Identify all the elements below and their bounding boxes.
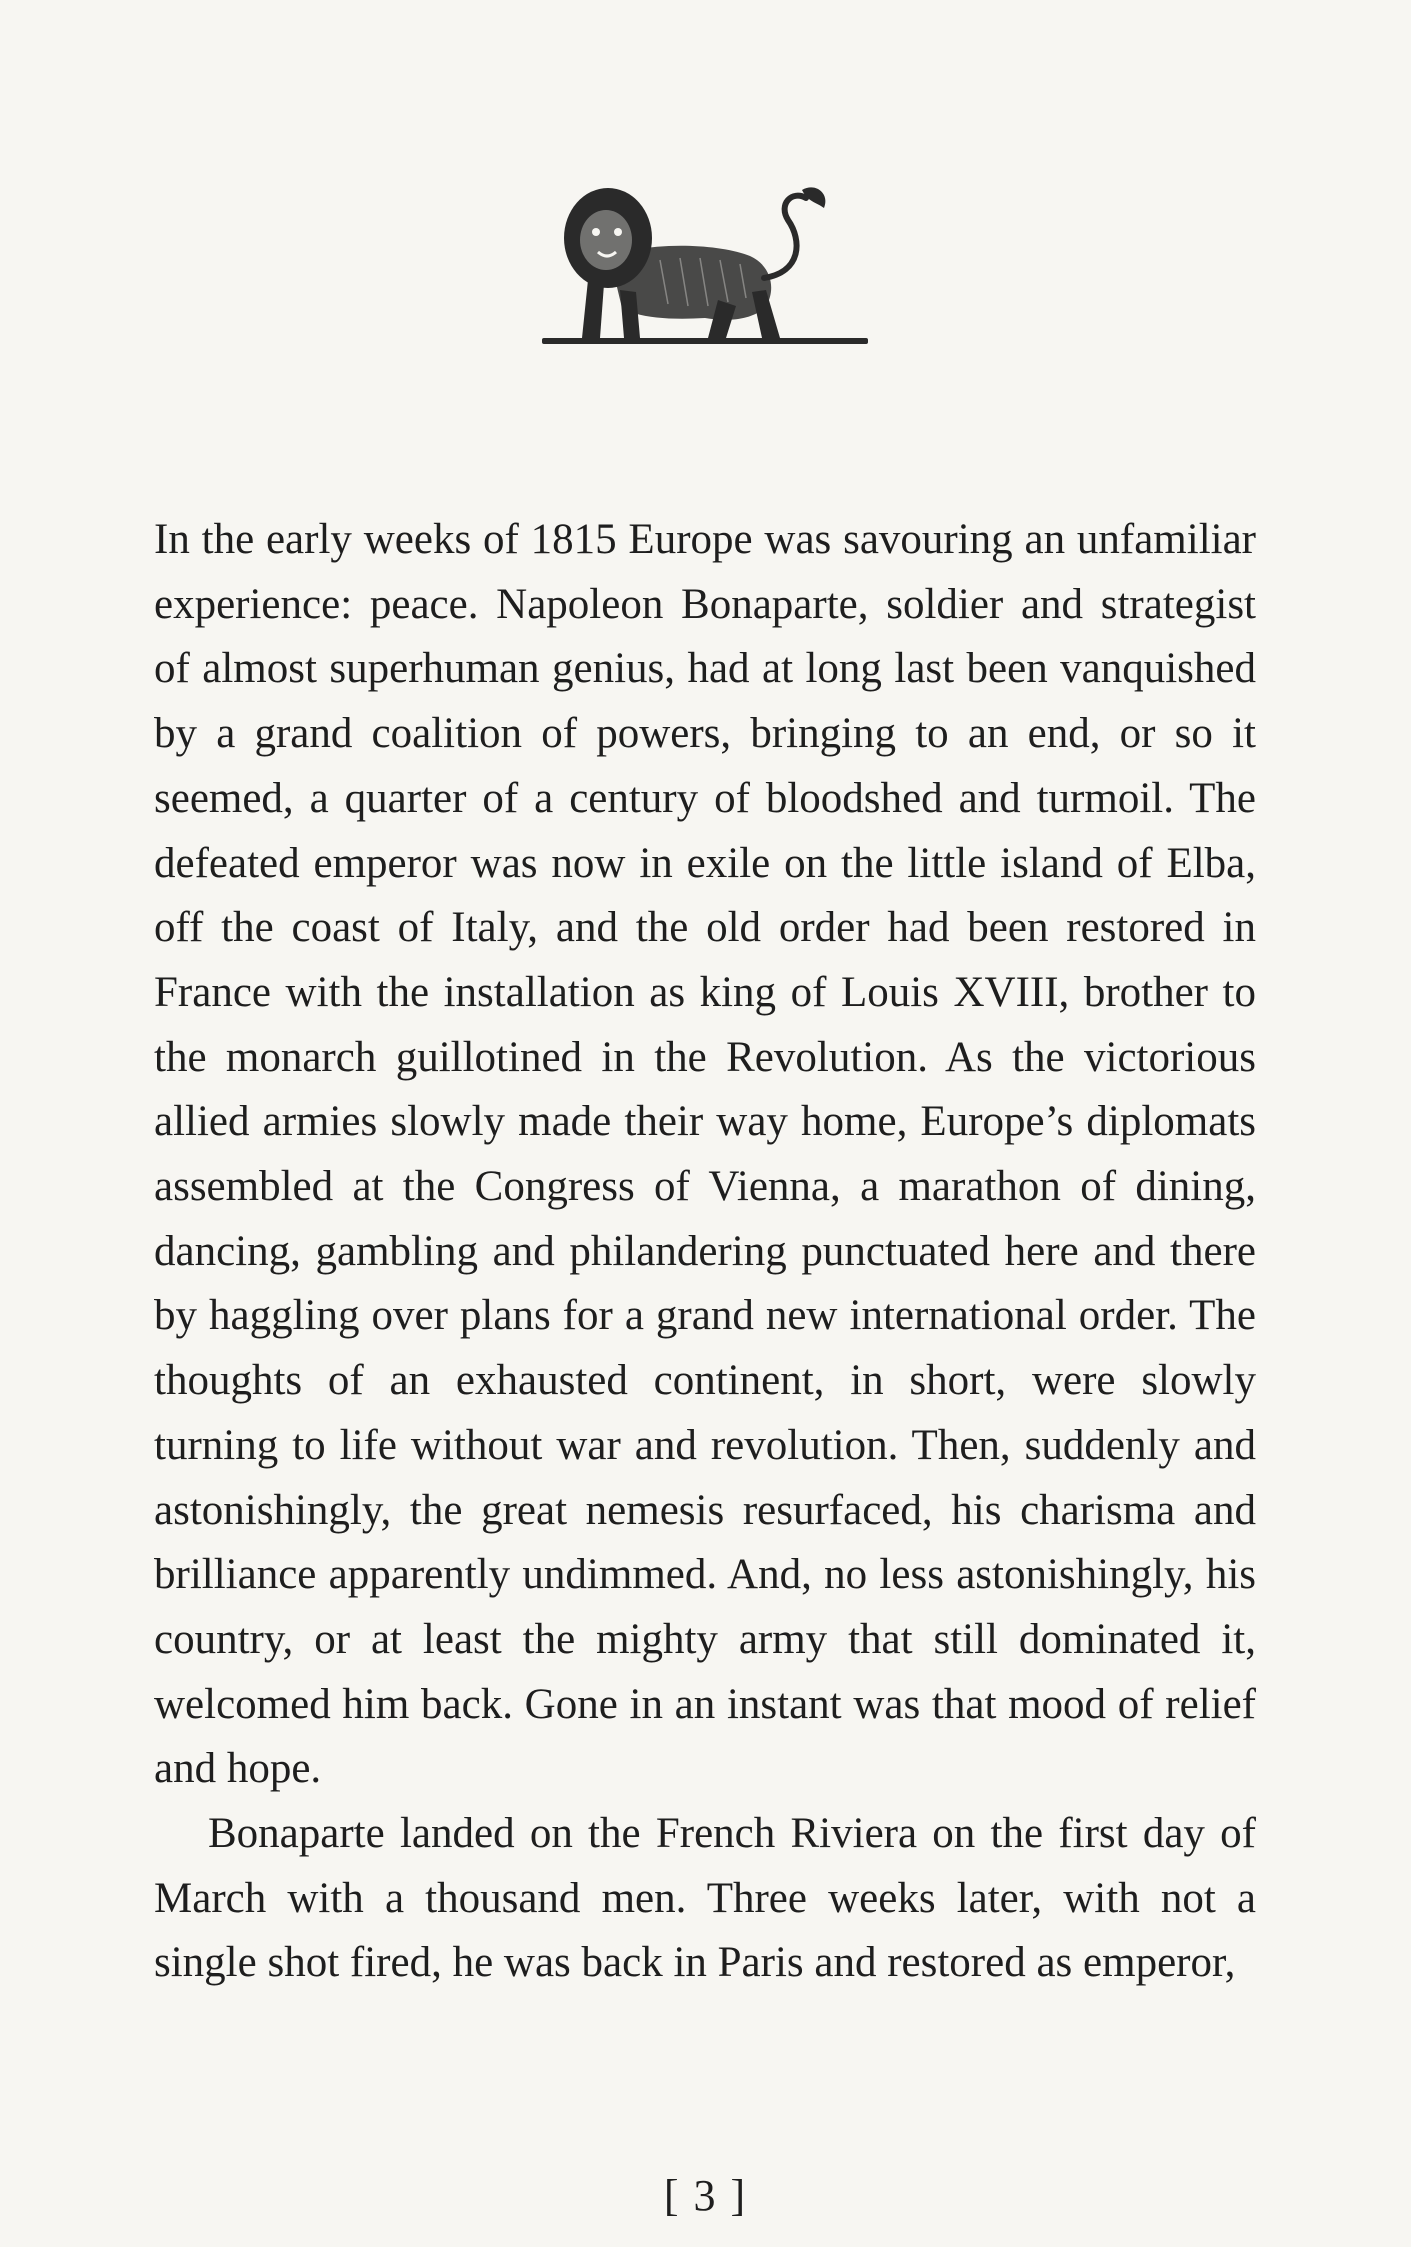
page-number: [ 3 ] xyxy=(663,2171,748,2220)
paragraph-1: In the early weeks of 1815 Europe was savouring an unfamiliar experience: peace. Napoleon Bonaparte, soldier and strategist of almost superhuman genius, had at long last been vanquished by a grand coalition of powers, bringing to an end, or so it seemed, a quarter of a century of bloodshed and turmoil. The defeated emperor was now in exile on the little island of Elba, off the coast of Italy, and the old order had been restored in France with the installation as king of Louis XVIII, brother to the monarch guillotined in the Revolution. As the victorious allied armies slowly made their way home, Europe’s diplomats assembled at the Congress of Vienna, a marathon of dining, dancing, gambling and philandering punctuated here and there by haggling over plans for a grand new international order. The thoughts of an exhausted continent, in short, were slowly turning to life without war and revolution. Then, suddenly and astonishingly, the great nemesis resurfaced, his charisma and brilliance apparently undimmed. And, no less astonishingly, his country, or at least the mighty army that still dominated it, welcomed him back. Gone in an instant was that mood of relief and hope. xyxy=(154,516,1256,1793)
lion-icon xyxy=(540,180,870,360)
body-text xyxy=(154,508,1256,1996)
paragraph-2: Bonaparte landed on the French Riviera on the first day of March with a thousand men. Three weeks later, with not a single shot fired, he was back in Paris and restored as emperor, xyxy=(154,1810,1256,1987)
